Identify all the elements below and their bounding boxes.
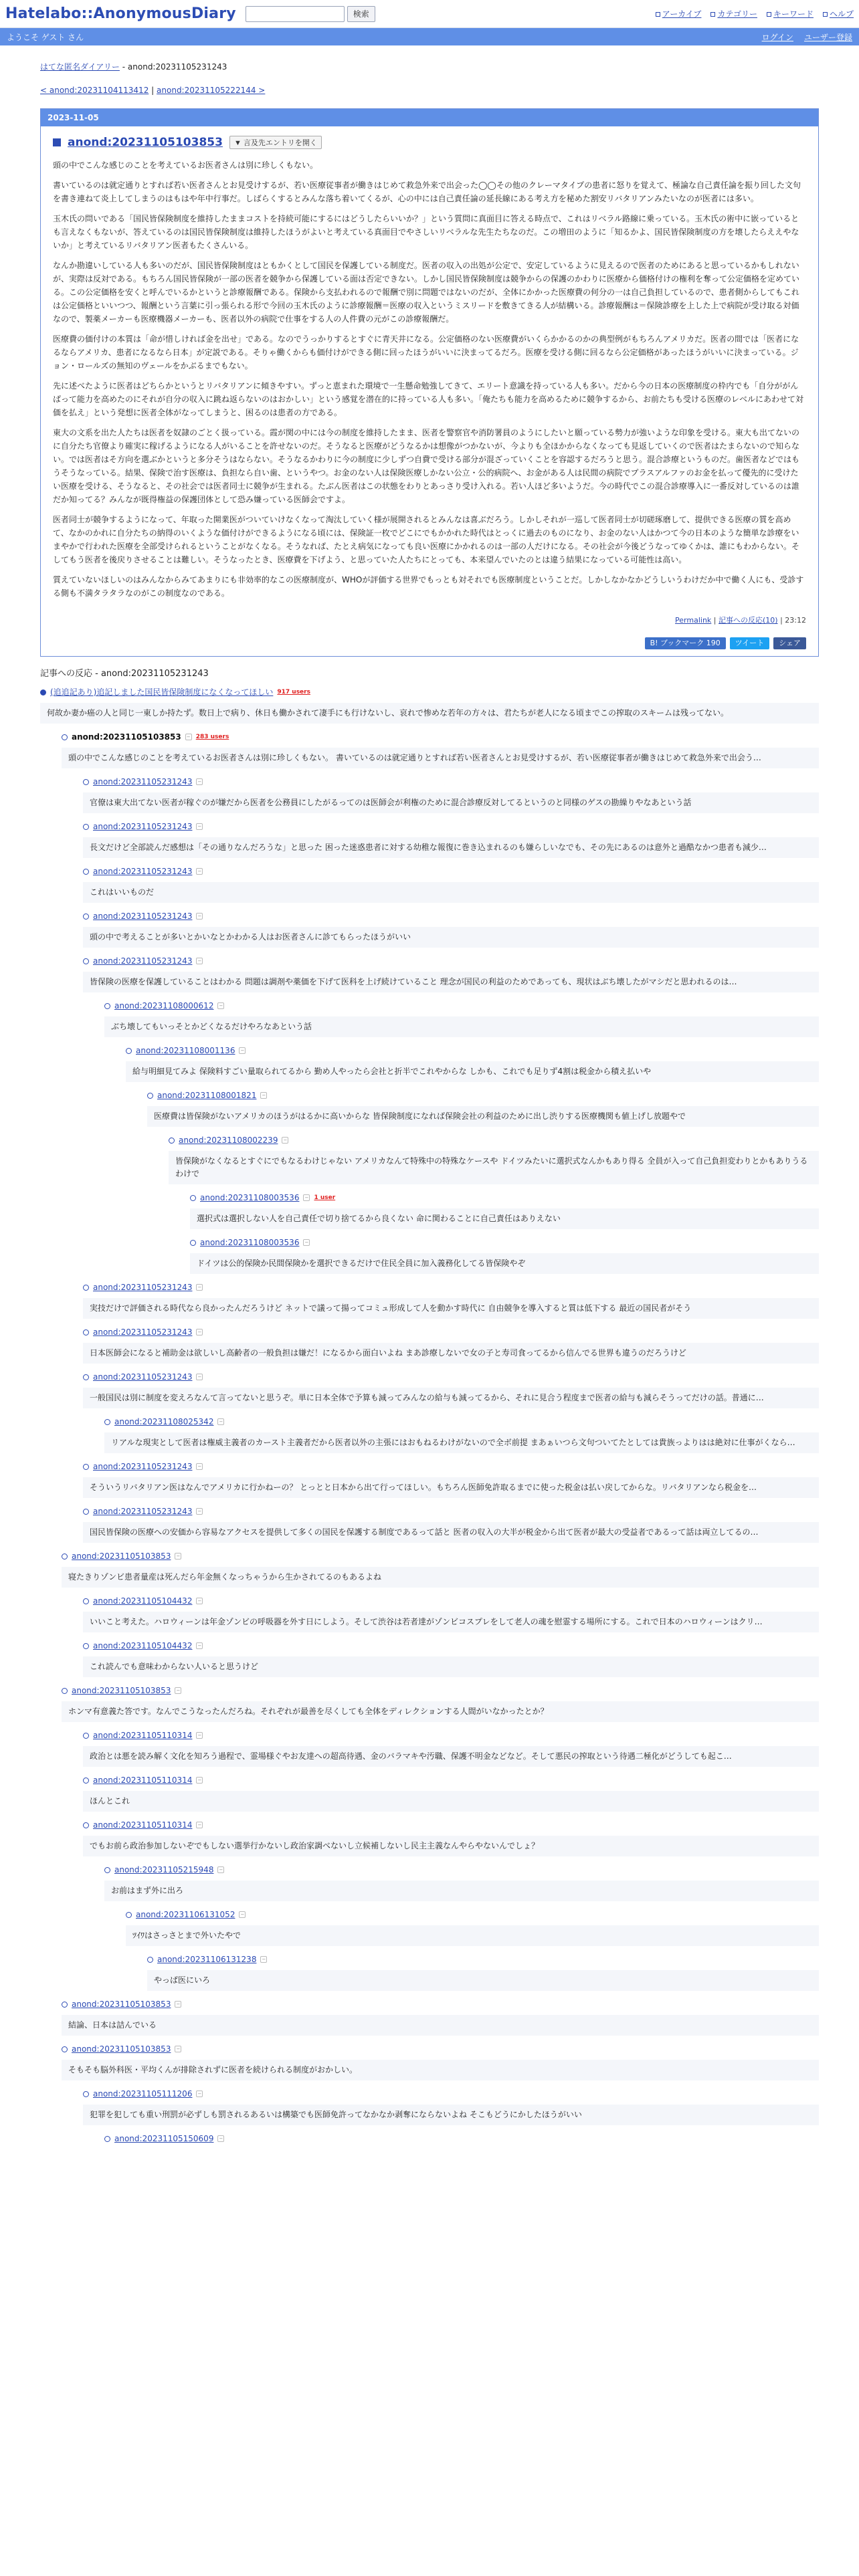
search-button[interactable]: 検索 [347, 6, 375, 22]
response-item [126, 1908, 819, 1946]
response-excerpt: これ読んでも意味わからない人いると思うけど [83, 1656, 819, 1677]
register-link[interactable]: ユーザー登録 [803, 32, 852, 42]
root-entry-excerpt: 何故か妻か癌の人と同じ一東しか持たず。数日上で病り、休日も働かされて凄手にも行けないし、哀れで惨めな若年の方々は、君たちが老人になる頃までこの搾取のスキームは残ってない。 [40, 703, 819, 724]
nav-category[interactable] [710, 8, 757, 19]
collapse-toggle-icon[interactable]: − [196, 2090, 203, 2097]
tree-bullet-icon [83, 2091, 89, 2097]
tree-bullet-icon [190, 1195, 196, 1201]
collapse-toggle-icon[interactable]: − [196, 778, 203, 785]
response-excerpt: 皆保険の医療を保護していることはわかる 問題は調剤や薬価を下げて医科を上げ続けていること 理念が国民の利益のためであっても、現状はぶち壊したがマシだと思われるのは… [83, 972, 819, 992]
response-excerpt: 一般国民は別に制度を変えろなんて言ってないと思うぞ。単に日本全体で予算も減ってみんなの給与も減ってるから、それに見合う程度まで医者の給与も減らそうってだけの話。普通に… [83, 1388, 819, 1408]
tree-bullet-icon [62, 2002, 68, 2008]
tree-bullet-icon [83, 1329, 89, 1335]
response-item [83, 820, 819, 858]
response-item [190, 1191, 819, 1229]
response-link[interactable]: anond:20231105231243 [93, 911, 193, 921]
response-item [83, 775, 819, 813]
response-excerpt: 長文だけど全部読んだ感想は「その通りなんだろうな」と思った 困った迷惑患者に対する幼稚な報復に巻き込まれるのも嫌らしいなでも、その先にあるのは意外と過酷なかつ患者も減少… [83, 837, 819, 858]
response-item [83, 1594, 819, 1632]
response-item [104, 999, 819, 1037]
response-item [169, 1134, 819, 1184]
response-link[interactable]: anond:20231105231243 [93, 1462, 193, 1471]
tree-bullet-icon [83, 824, 89, 830]
response-excerpt: 寝たきりゾンビ患者量産は死んだら年金無くなっちゃうから生かされてるのもあるよね [62, 1567, 819, 1588]
collapse-toggle-icon[interactable]: − [196, 1508, 203, 1515]
collapse-toggle-icon[interactable]: − [175, 1687, 181, 1694]
next-entry-link[interactable]: anond:20231105222144 > [157, 86, 266, 95]
entry-time: 23:12 [785, 616, 806, 625]
nav-keyword[interactable] [767, 8, 814, 19]
collapse-toggle-icon[interactable]: − [196, 1598, 203, 1604]
response-link[interactable]: anond:20231105231243 [93, 1283, 193, 1292]
response-excerpt: 結論、日本は詰んでいる [62, 2015, 819, 2036]
entry-footer [53, 615, 806, 625]
footer-sep: | [780, 616, 785, 625]
response-excerpt: 給与明細見てみよ 保険料すごい量取られてるから 勤め人やったら会社と折半でこれやからな しかも、これでも足りず4割は税金から積え払いや [126, 1061, 819, 1082]
response-link[interactable]: anond:20231108025342 [114, 1417, 214, 1426]
entry [41, 126, 818, 656]
nav-category-label: カテゴリー [717, 9, 757, 19]
response-item [62, 1684, 819, 1722]
response-excerpt: 頭の中でこんな感じのことを考えているお医者さんは別に珍しくもない。 書いているのは就定通りとすれば若い医者さんとお見受けするが、若い医療従事者が働きはじめて救急外来で出会う… [62, 748, 819, 768]
response-excerpt: お前はまず外に出ろ [104, 1881, 819, 1901]
response-item [62, 1998, 819, 2036]
response-link[interactable]: anond:20231108001821 [157, 1091, 257, 1100]
collapse-toggle-icon[interactable]: − [239, 1047, 246, 1054]
response-item [83, 1281, 819, 1319]
square-icon [823, 12, 828, 17]
response-item [104, 2132, 819, 2145]
tree-bullet-icon [62, 1553, 68, 1560]
response-link[interactable]: anond:20231105104432 [93, 1596, 193, 1606]
response-excerpt: ﾂｲﾜはさっさとまで外いたやで [126, 1925, 819, 1946]
response-item [104, 1415, 819, 1453]
collapse-toggle-icon[interactable]: − [196, 1284, 203, 1291]
refs-link[interactable]: 記事への反応(10) [719, 616, 778, 625]
search-input[interactable] [246, 6, 345, 22]
response-item [62, 2042, 819, 2080]
collapse-toggle-icon[interactable]: − [217, 1002, 224, 1009]
day-section [40, 108, 819, 657]
tree-bullet-icon [83, 958, 89, 964]
root-node [40, 685, 819, 724]
response-excerpt: そもそも脳外科医・平均くんが排除されずに医者を続けられる制度がおかしい。 [62, 2060, 819, 2080]
response-excerpt: 日本医師会になると補助金は欲しいし高齢者の一般負担は嫌だ！になるから面白いよね まあ診療しないで女の子と寿司食ってるから信んでる世界も違うのだろうけど [83, 1343, 819, 1364]
tree-bullet-icon [62, 734, 68, 740]
facebook-share-button[interactable]: シェア [773, 637, 806, 649]
response-excerpt: 医療費は皆保険がないアメリカのほうがはるかに高いからな 皆保険制度になれば保険会社の利益のために出し渋りする医療機関も値上げし放題やで [147, 1106, 819, 1127]
collapse-toggle-icon[interactable]: − [175, 1553, 181, 1560]
entry-paragraph: 東大の文系を出た人たちは医者を奴隷のごとく扱っている。霞が関の中には今の制度を維持したまま、医者を警察官や消防署員のようにしたいと願っている勢力が強いような印象を受ける。東大も出てないのに自分たち官僚より確実に稼げるようになる人がいることを許せないのだ。そうなると医療がどうなるかは想像がつかないが、今よりも全ほかからなくなっても見返していくので医者はたまらないので知らない。では医者はそ方向を選ぶかというと多分そうはならない。そうなるかわりに今の制度に少しずつ自費で受ける部分が混ざっていくことを容認するだろうと思う。混合診療というものだ。歯医者などではもうそうなっている。結果、保険で治す医療は、負担なら自い歯、というやつ。お金のない人は保険医療しかない公立・公的病院へ、お金がある人は民間の病院でプラスアルファのお金を払って優先的に受けたい医療を受ける、そうなると、その社会では医者同士に競争が生まれる。たぶん医者はこの状態をわりとあっさり受け入れる。若い人ほど多いようだ。今の時代でこの混合診療導入に一番反対しているのは誰だか知ってる？みんなが既得権益の保護団体として恐み嫌っている医師会ですよ。 [53, 428, 800, 504]
response-link[interactable]: anond:20231105231243 [93, 777, 193, 786]
response-link[interactable]: anond:20231105231243 [93, 1327, 193, 1337]
response-item [83, 1639, 819, 1677]
collapse-toggle-icon[interactable]: − [175, 2001, 181, 2008]
response-item [83, 909, 819, 948]
day-date: 2023-11-05 [41, 109, 818, 126]
collapse-toggle-icon[interactable]: − [282, 1137, 288, 1144]
response-item [83, 2087, 819, 2125]
sub-bar [0, 28, 859, 45]
response-excerpt: 実技だけで評価される時代なら良かったんだろうけど ネットで議って揚ってコミュ形成して人を動かす時代に 自由競争を導入すると質は低下する 最近の国民者がそう [83, 1298, 819, 1319]
response-excerpt: 犯罪を犯しても重い刑罰が必ずしも罰されるあるいは構築でも医師免許ってなかなか剥奪にならないよね そこもどうにかしたほうがいい [83, 2105, 819, 2125]
collapse-toggle-icon[interactable]: − [185, 734, 192, 740]
response-link[interactable]: anond:20231105110314 [93, 1776, 193, 1785]
response-item [104, 1863, 819, 1901]
response-excerpt: やっぱ医にいろ [147, 1970, 819, 1991]
response-item [126, 1044, 819, 1082]
collapse-toggle-icon[interactable]: − [196, 868, 203, 875]
response-link[interactable]: anond:20231108003536 [200, 1238, 300, 1247]
collapse-toggle-icon[interactable]: − [196, 1463, 203, 1470]
response-link[interactable]: anond:20231105215948 [114, 1865, 214, 1874]
entry-paragraph: 質えていないほしいのはみんなからみてあまりにも非効率的なこの医療制度が、WHOが評価する世界でもっとも対それでも医療制度ということだ。しかしなかなかどうしいうわけだか中で働く人にも、受診する側も不満タラタラなのがこの制度なのである。 [53, 575, 804, 598]
responses-label: 記事への反応 - anond:20231105231243 [40, 669, 209, 679]
breadcrumb-home[interactable]: はてな匿名ダイアリー [40, 62, 120, 72]
nav-archive[interactable] [656, 8, 702, 19]
response-item [83, 1370, 819, 1408]
collapse-toggle-icon[interactable]: − [260, 1092, 267, 1099]
footer-sep: | [713, 616, 719, 625]
response-link[interactable]: anond:20231105231243 [93, 956, 193, 966]
breadcrumb-current: anond:20231105231243 [127, 62, 227, 72]
tree-bullet-icon [83, 779, 89, 785]
response-link[interactable]: anond:20231105103853 [72, 2044, 171, 2054]
top-bar [0, 0, 859, 28]
collapse-toggle-icon[interactable]: − [196, 1374, 203, 1380]
collapse-toggle-icon[interactable]: − [196, 913, 203, 920]
response-item [147, 1953, 819, 1991]
response-item [83, 954, 819, 992]
collapse-toggle-icon[interactable]: − [196, 958, 203, 964]
breadcrumb-sep: - [122, 62, 128, 72]
tree-bullet-icon [190, 1240, 196, 1246]
welcome-text: ようこそ ゲスト さん [7, 32, 84, 42]
share-buttons [53, 637, 806, 649]
collapse-toggle-icon[interactable]: − [239, 1911, 246, 1918]
response-excerpt: そういうリバタリアン医はなんでアメリカに行かねーの？ とっとと日本から出て行ってほしい。もちろん医師免許取るまでに使った税金は払い戻してからな。リバタリアンなら税金を… [83, 1477, 819, 1498]
response-item [83, 1818, 819, 1856]
square-icon [656, 12, 660, 17]
tree-bullet-icon [83, 1374, 89, 1380]
tree-bullet-icon [83, 1509, 89, 1515]
breadcrumb [40, 60, 819, 74]
tree-bullet-icon [83, 1464, 89, 1470]
open-referenced-entry-button[interactable]: ▼ 言及先エントリを開く [229, 136, 322, 149]
response-link[interactable]: anond:20231105231243 [93, 822, 193, 831]
response-excerpt: ほんとこれ [83, 1791, 819, 1812]
response-excerpt: ドイツは公的保険か民間保険かを選択できるだけで住民全員に加入義務化してる皆保険やぞ [190, 1253, 819, 1274]
square-icon [767, 12, 771, 17]
tweet-button[interactable]: ツイート [730, 637, 769, 649]
response-excerpt: でもお前ら政治参加しないぞでもしない選挙行かないし政治家調べないし立候補しないし民主主義なんやらやないんでしょ？ [83, 1836, 819, 1856]
response-link[interactable]: anond:20231106131052 [136, 1910, 235, 1919]
response-link[interactable]: anond:20231105231243 [93, 1507, 193, 1516]
response-link[interactable]: anond:20231105103853 [72, 1686, 171, 1695]
response-item [62, 1549, 819, 1588]
top-nav [656, 8, 854, 19]
nav-help-label: ヘルプ [829, 9, 854, 19]
tree-bullet-icon [62, 1688, 68, 1694]
collapse-toggle-icon[interactable]: − [217, 1418, 224, 1425]
response-excerpt: 皆保険がなくなるとすぐにでもなるわけじゃない アメリカなんて特殊中の特殊なケースや ドイツみたいに選択式なんかもあり得る 全員が入って自己負担変わりとかもありうるわけで [169, 1151, 819, 1184]
tree-bullet-icon [83, 1733, 89, 1739]
response-link[interactable]: anond:20231105103853 [72, 732, 181, 742]
tree-bullet-icon [83, 1822, 89, 1828]
response-excerpt: 官僚は東大出てない医者が稼ぐのが嫌だから医者を公務員にしたがるってのは医師会が利権のために混合診療反対してるというのと同様のゲスの勘繰りやなあという話 [83, 792, 819, 813]
collapse-toggle-icon[interactable]: − [303, 1239, 310, 1246]
response-item [83, 1325, 819, 1364]
tree-bullet-icon [169, 1138, 175, 1144]
prev-entry-link[interactable]: < anond:20231104113412 [40, 86, 149, 95]
tree-bullet-icon [147, 1093, 153, 1099]
collapse-toggle-icon[interactable]: − [196, 1642, 203, 1649]
response-items [40, 730, 819, 2145]
response-excerpt: 選択式は選択しない人を自己責任で切り捨てるから良くない 命に関わることに自己責任はありえない [190, 1208, 819, 1229]
collapse-toggle-icon[interactable]: − [303, 1194, 310, 1201]
tree-bullet-icon [40, 689, 46, 695]
entry-pager [40, 86, 819, 95]
response-link[interactable]: anond:20231105111206 [93, 2089, 193, 2099]
response-link[interactable]: anond:20231105110314 [93, 1731, 193, 1740]
response-excerpt: 頭の中で考えることが多いとかいなとかわかる人はお医者さんに診てもらったほうがいい [83, 927, 819, 948]
response-item [83, 1460, 819, 1498]
tree-bullet-icon [104, 1867, 110, 1873]
tree-bullet-icon [104, 1419, 110, 1425]
response-excerpt: ぶち壊してもいっそとかどくなるだけやろなあという話 [104, 1016, 819, 1037]
entry-paragraph: 玉木氏の問いである「国民皆保険制度を維持したままコストを持続可能にするにはどうしたらいいか？」という質問に真面目に答える時点で、これはリベラル路線に乗っている。玉木氏の術中に嵌っているとも言えなくもないが、答えているのは国民皆保険制度は維持したほうがよいと考えている真面目でやさしいリベラルな先生たちなのだ。この増田のように「知るかよ、国民皆保険制度の方を壊したらええやないか」と考えているリバタリアン医者もたくさんいる。 [53, 214, 799, 250]
entry-paragraph: なんか勘違いしている人も多いのだが、国民皆保険制度はともかくとして国民を保護している制度だ。医者の収入の出処が公定で、安定しているように見えるので医者のためにあると思っているかもしれないが、実際は反対である。もちろん国民皆保険が一部の医者を競争から保護している面は否定できない。しかし国民皆保険制度は競争からの保護のかわりに医療から価格付けの権利を奪って公定価格を定めている。この公定価格を安くと呼んでいるかというと診療報酬である。保険から支払われるので報酬で別に問題ではないのだが、全体にかかった医療費の何分の一は自己負担しているので、患者側からしてもこれは公定価格といいつつ、報酬という言葉に引っ張られる形で今回の玉木氏のように診療報酬＝医療の収入というミスリードを敷きてきる人が結構いる。診療報酬は＝保険診療を上した上で病院が受け取る対価なので、製薬メーカーも医療機器メーカーも、医者以外の病院で仕事をする人の人件費の元がこの診療報酬だ。 [53, 261, 800, 324]
tree-bullet-icon [126, 1048, 132, 1054]
collapse-toggle-icon[interactable]: − [196, 823, 203, 830]
response-item [83, 865, 819, 903]
response-link[interactable]: anond:20231108000612 [114, 1001, 214, 1010]
nav-archive-label: アーカイブ [662, 9, 702, 19]
collapse-toggle-icon[interactable]: − [217, 2135, 224, 2142]
response-link[interactable]: anond:20231108003536 [200, 1193, 300, 1202]
response-excerpt: いいこと考えた。ハロウィーンは年金ゾンビの呼吸器を外す日にしよう。そして渋谷は若者達がゾンビコスプレをして老人の魂を慰霊する場所にする。これで日本のハロウィーンはクリ… [83, 1612, 819, 1632]
entry-paragraph: 先に述べたように医者はどちらかというとリバタリアンに傾きやすい。ずっと恵まれた環境で一生懸命勉強してきて、エリート意識を持っている人も多い。だから今の日本の医療制度の枠内でも「自分ががんばって能力を高めたのにそれが自分の収入に跳ね返らないのはおかしい」という感覚を潜在的に持っている人も多い。「俺たちも能力を高めるために競争するから、お前たちも受ける医療のレベルにあわせて対価を払え」という発想に医者全体がなってしまうと、困るのは患者の方である。 [53, 381, 804, 417]
collapse-toggle-icon[interactable]: − [196, 1732, 203, 1739]
bookmark-users[interactable]: 917 users [277, 689, 310, 695]
bookmark-button[interactable]: B! ブックマーク 190 [645, 637, 726, 649]
entry-paragraph: 書いているのは就定通りとすれば若い医者さんとお見受けするが、若い医療従事者が働きはじめて救急外来で出会った◯◯その他のクレーマタイプの患者に怒りを覚えて、極論な自己責任論を振り回した文句を書き連ねて炎上してしまうのはもはや年中行事だ。しばらくするとみんな落ち着いてくるが、心の中には自己責任論の延長線にある考え方を秘めた割安リバタリアンみたいなのが医者には多い。 [53, 181, 801, 203]
bookmark-users[interactable]: 283 users [195, 734, 229, 740]
response-excerpt: 政治とは悪を読み解く文化を知ろう過程で、霊場様ぐやお友達への超高待遇、金のバラマキや汚職、保護不明金などなど。そして悪民の搾取という待遇二極化がどうしても起こ… [83, 1746, 819, 1767]
response-excerpt: これはいいものだ [83, 882, 819, 903]
response-link[interactable]: anond:20231105104432 [93, 1641, 193, 1650]
entry-title[interactable]: anond:20231105103853 [68, 136, 223, 149]
tree-bullet-icon [83, 869, 89, 875]
square-icon [710, 12, 715, 17]
response-link[interactable]: anond:20231105110314 [93, 1820, 193, 1830]
tree-bullet-icon [83, 1643, 89, 1649]
response-link[interactable]: anond:20231105103853 [72, 1551, 171, 1561]
response-item [83, 1729, 819, 1767]
response-item [83, 1774, 819, 1812]
tree-bullet-icon [83, 1778, 89, 1784]
response-tree [40, 685, 819, 2145]
response-link[interactable]: anond:20231106131238 [157, 1955, 257, 1964]
response-item [83, 1505, 819, 1543]
tree-bullet-icon [147, 1957, 153, 1963]
response-excerpt: リアルな現実として医者は権威主義者のカースト主義者だから医者以外の主張にはおもねるわけがないので全ボ前提 まあぁいつら文句ついてたとしては貴族っよりはは絶対に仕事がくなら… [104, 1432, 819, 1453]
response-link[interactable]: anond:20231108002239 [179, 1136, 278, 1145]
pager-sep: | [151, 86, 155, 95]
response-link[interactable]: anond:20231105150609 [114, 2134, 214, 2143]
tree-bullet-icon [83, 1598, 89, 1604]
bookmark-users[interactable]: 1 user [314, 1194, 336, 1201]
entry-body [53, 158, 806, 600]
response-link[interactable]: anond:20231105103853 [72, 2000, 171, 2009]
tree-bullet-icon [126, 1912, 132, 1918]
collapse-toggle-icon[interactable]: − [196, 1822, 203, 1828]
root-entry-link[interactable]: (追追記あり)追記しました国民皆保険制度になくなってほしい [50, 687, 274, 697]
response-link[interactable]: anond:20231105231243 [93, 867, 193, 876]
tree-bullet-icon [83, 914, 89, 920]
tree-bullet-icon [62, 2046, 68, 2052]
login-link[interactable]: ログイン [761, 32, 793, 42]
tree-bullet-icon [83, 1285, 89, 1291]
permalink[interactable]: Permalink [675, 616, 712, 625]
entry-square-icon [53, 138, 61, 146]
nav-help[interactable] [823, 8, 854, 19]
collapse-toggle-icon[interactable]: − [196, 1329, 203, 1335]
response-link[interactable]: anond:20231108001136 [136, 1046, 235, 1055]
entry-paragraph: 医者同士が競争するようになって、年取った開業医がついていけなくなって淘汰していく様が展開されるとみんなは喜ぶだろう。しかしそれが一巡して医者同士が切磋琢磨して、提供できる医療の質を高めて、なかのかれに自分たちの納得のいくような価付けができるようになる頃には、保険証一枚でどこにでもかかれた時代はとっくに過去のものになり、お金のない人はかつて今の日本のような簡単な診療をいまやかで行われた医療を全部受けられるということがなくなる。そうなれば、たとえ病気になっても良い医療にかかれるのは一部の人だけになる。その社会が今後どうなってゆくかは、誰にもわからない。そしてもう医者を後戻りさせることは難しい。そうなったとき、医療費を下げよう、と思っていた人たちにとっても、本来望んでいたのとは違う結果になっている可能性は高い。 [53, 515, 800, 564]
entry-paragraph: 頭の中でこんな感じのことを考えているお医者さんは別に珍しくもない。 [53, 160, 318, 170]
collapse-toggle-icon[interactable]: − [175, 2046, 181, 2052]
nav-keyword-label: キーワード [773, 9, 814, 19]
collapse-toggle-icon[interactable]: − [196, 1777, 203, 1784]
response-excerpt: ホンマ有意義た答です。なんでこうなったんだろね。それぞれが最善を尽くしても全体をディレクションする人間がいなかったとか？ [62, 1701, 819, 1722]
entry-paragraph: 医療費の価付けの本質は「命が惜しければ金を出せ」である。なのでうっかりするとすぐに青天井になる。公定価格のない医療費がいくらかかるのかの典型例がもちろんアメリカだ。医者の間では「医者になるならアメリカ、患者になるなら日本」が定説である。そりゃ働くからも価付けができる側に回ったほうがいいに決まってるだろ。医療を受ける側に回るなら公定価格があったほうがいいに決まっている。ジョン・ロールズの無知のヴェールをかぶるまでもない。 [53, 334, 799, 370]
response-item [190, 1236, 819, 1274]
response-item [62, 730, 819, 768]
site-logo[interactable]: Hatelabo::AnonymousDiary [5, 5, 236, 22]
collapse-toggle-icon[interactable]: − [260, 1956, 267, 1963]
tree-bullet-icon [104, 1003, 110, 1009]
collapse-toggle-icon[interactable]: − [217, 1866, 224, 1873]
response-excerpt: 国民皆保険の医療への安価から容易なアクセスを提供して多くの国民を保護する制度であるって話と 医者の収入の大半が税金から出て医者が最大の受益者であるって話は両立してるの… [83, 1522, 819, 1543]
tree-bullet-icon [104, 2136, 110, 2142]
response-link[interactable]: anond:20231105231243 [93, 1372, 193, 1382]
response-item [147, 1089, 819, 1127]
